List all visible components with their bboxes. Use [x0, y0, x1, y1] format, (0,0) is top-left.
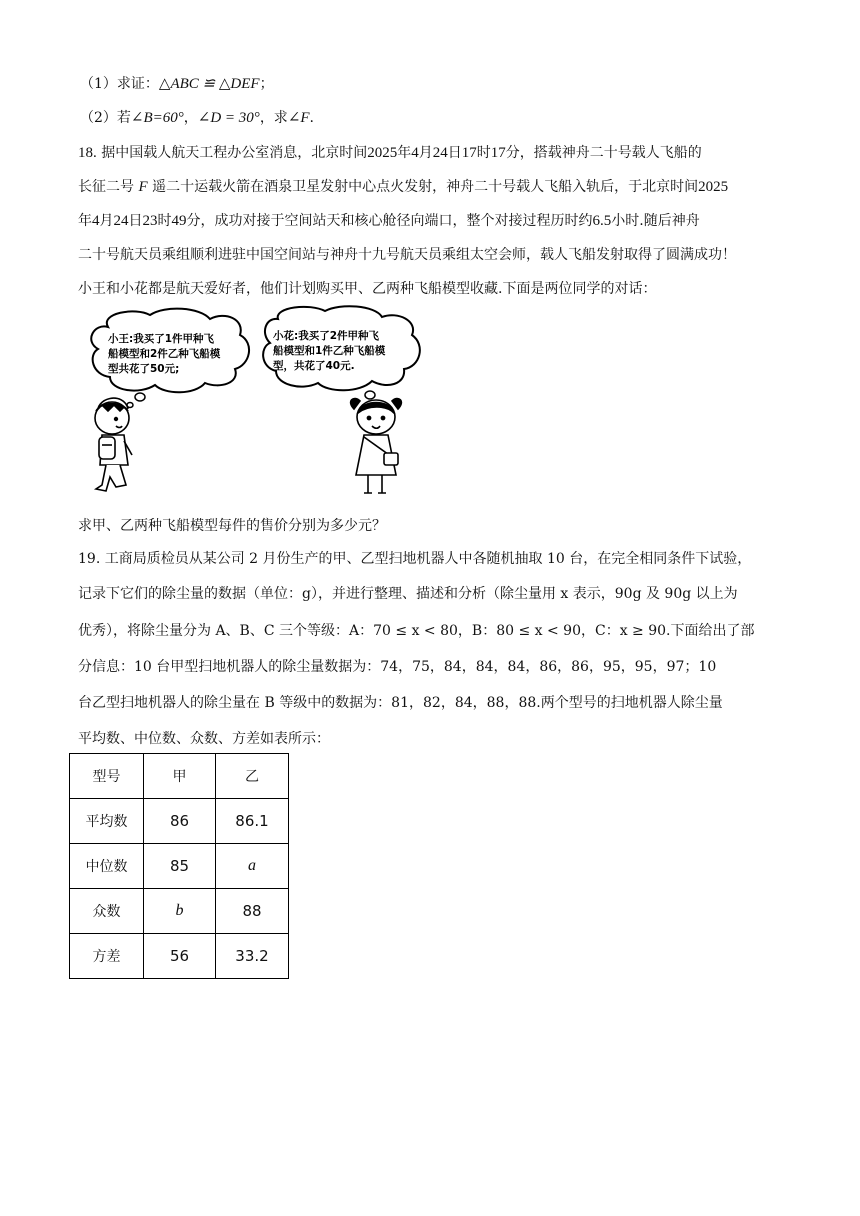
- q19-line6: 平均数、中位数、众数、方差如表所示：: [78, 731, 330, 747]
- xiaohua-line-2: 船模型和1件乙种飞船模: [273, 345, 386, 357]
- q18-duration: 6.5: [592, 213, 612, 229]
- q17-angle-b: ∠B=60°: [130, 110, 184, 126]
- variance-yi: 33.2: [216, 934, 289, 979]
- girl-figure: [351, 399, 402, 493]
- row-label-mean: 平均数: [70, 799, 144, 844]
- variance-jia: 56: [144, 934, 216, 979]
- xiaowang-line-2: 船模型和2件乙种飞船模: [108, 348, 221, 360]
- header-yi: 乙: [216, 754, 289, 799]
- q18-line5: 小王和小花都是航天爱好者，他们计划购买甲、乙两种飞船模型收藏.下面是两位同学的对话：: [78, 281, 657, 297]
- q18-text: 月: [418, 145, 433, 161]
- header-jia: 甲: [144, 754, 216, 799]
- q18-month: 4: [92, 213, 100, 229]
- q17-part1: [80, 73, 274, 93]
- q19-line1: 19. 工商局质检员从某公司 2 月份生产的甲、乙型扫地机器人中各随机抽取 10 台，在完全相同条件下试验，: [78, 551, 752, 567]
- q18-line4: 二十号航天员乘组顺利进驻中国空间站与神舟十九号航天员乘组太空会师，载人飞船发射取得了圆满成功！: [78, 247, 736, 263]
- q18-month: 4: [411, 145, 419, 161]
- q18-text: 年: [397, 145, 412, 161]
- q19-line2: 记录下它们的除尘量的数据（单位：g），并进行整理、描述和分析（除尘量用 x 表示，90g 及 90g 以上为: [78, 586, 738, 602]
- q18-number: 18.: [78, 145, 97, 161]
- mean-yi: 86.1: [216, 799, 289, 844]
- mode-yi: 88: [216, 889, 289, 934]
- q17-angle-f: ∠F: [287, 110, 310, 126]
- dialogue-illustration: [80, 305, 440, 500]
- xiaohua-line-3: 型，共花了40元.: [273, 360, 355, 372]
- xiaowang-line-1: 小王:我买了1件甲种飞: [108, 333, 215, 345]
- table-row: [70, 934, 289, 979]
- row-label-variance: 方差: [70, 934, 144, 979]
- q18-line3: [78, 210, 781, 230]
- q18-text: 长征二号: [78, 179, 134, 195]
- q18-year: 2025: [698, 179, 729, 195]
- median-yi: a: [216, 844, 289, 889]
- q18-hour: 23: [142, 213, 158, 229]
- table-row: [70, 889, 289, 934]
- q19-line3: 优秀），将除尘量分为 A、B、C 三个等级：A：70 ≤ x < 80，B：80 ≤ x < 90，C：x ≥ 90.下面给出了部: [78, 623, 755, 639]
- mean-jia: 86: [144, 799, 216, 844]
- table-row: [70, 844, 289, 889]
- q18-text: 据中国载人航天工程办公室消息，北京时间: [101, 145, 368, 161]
- q18-minute: 17: [490, 145, 506, 161]
- xiaowang-speech-bubble: [91, 309, 249, 408]
- q18-text: 时: [157, 213, 172, 229]
- q17-part1-math: △ABC ≌ △DEF: [158, 76, 260, 92]
- q18-minute: 49: [171, 213, 187, 229]
- q19-line5: 台乙型扫地机器人的除尘量在 B 等级中的数据为：81，82，84，88，88.两个型号的扫地机器人除尘量: [78, 695, 723, 711]
- q17-part2-suffix: .: [309, 110, 314, 126]
- q18-question: 求甲、乙两种飞船模型每件的售价分别为多少元？: [78, 518, 386, 534]
- row-label-median: 中位数: [70, 844, 144, 889]
- median-jia: 85: [144, 844, 216, 889]
- q18-hour: 17: [461, 145, 477, 161]
- q18-line2: [78, 176, 781, 196]
- boy-figure: [95, 398, 132, 491]
- q18-rocket-letter: F: [138, 179, 148, 195]
- xiaowang-line-3: 型共花了50元;: [108, 363, 180, 375]
- q17-part1-prefix: （1）求证：: [80, 76, 159, 92]
- q17-sep2: ，求: [259, 110, 288, 126]
- q18-text: 日: [447, 145, 462, 161]
- q18-day: 24: [432, 145, 448, 161]
- xiaohua-line-1: 小花:我买了2件甲种飞: [273, 330, 380, 342]
- row-label-mode: 众数: [70, 889, 144, 934]
- header-model: 型号: [70, 754, 144, 799]
- q18-day: 24: [113, 213, 129, 229]
- q17-sep1: ，: [183, 110, 198, 126]
- q18-year: 2025: [367, 145, 398, 161]
- q18-text: 月: [99, 213, 114, 229]
- q19-line4: 分信息：10 台甲型扫地机器人的除尘量数据为：74，75，84，84，84，86，86，95，95，97；10: [78, 659, 717, 675]
- q18-text: 年: [78, 213, 92, 229]
- q18-text: 遥二十运载火箭在酒泉卫星发射中心点火发射，神舟二十号载人飞船入轨后，于北京时间: [152, 179, 699, 195]
- q17-angle-d: ∠D = 30°: [197, 110, 260, 126]
- table-header-row: [70, 754, 289, 799]
- q17-part2: [80, 107, 314, 127]
- table-row: [70, 799, 289, 844]
- q18-text: 日: [128, 213, 143, 229]
- q17-part2-prefix: （2）若: [80, 110, 131, 126]
- q18-text: 分，成功对接于空间站天和核心舱径向端口，整个对接过程历时约: [186, 213, 593, 229]
- q18-text: 分，搭载神舟二十号载人飞船的: [505, 145, 702, 161]
- q17-part1-suffix: ；: [259, 76, 274, 92]
- q18-line1: [78, 142, 781, 162]
- q18-text: 小时.随后神舟: [611, 213, 700, 229]
- statistics-table: [69, 753, 289, 979]
- q18-text: 时: [476, 145, 491, 161]
- xiaohua-speech-bubble: [263, 306, 420, 406]
- mode-jia: b: [144, 889, 216, 934]
